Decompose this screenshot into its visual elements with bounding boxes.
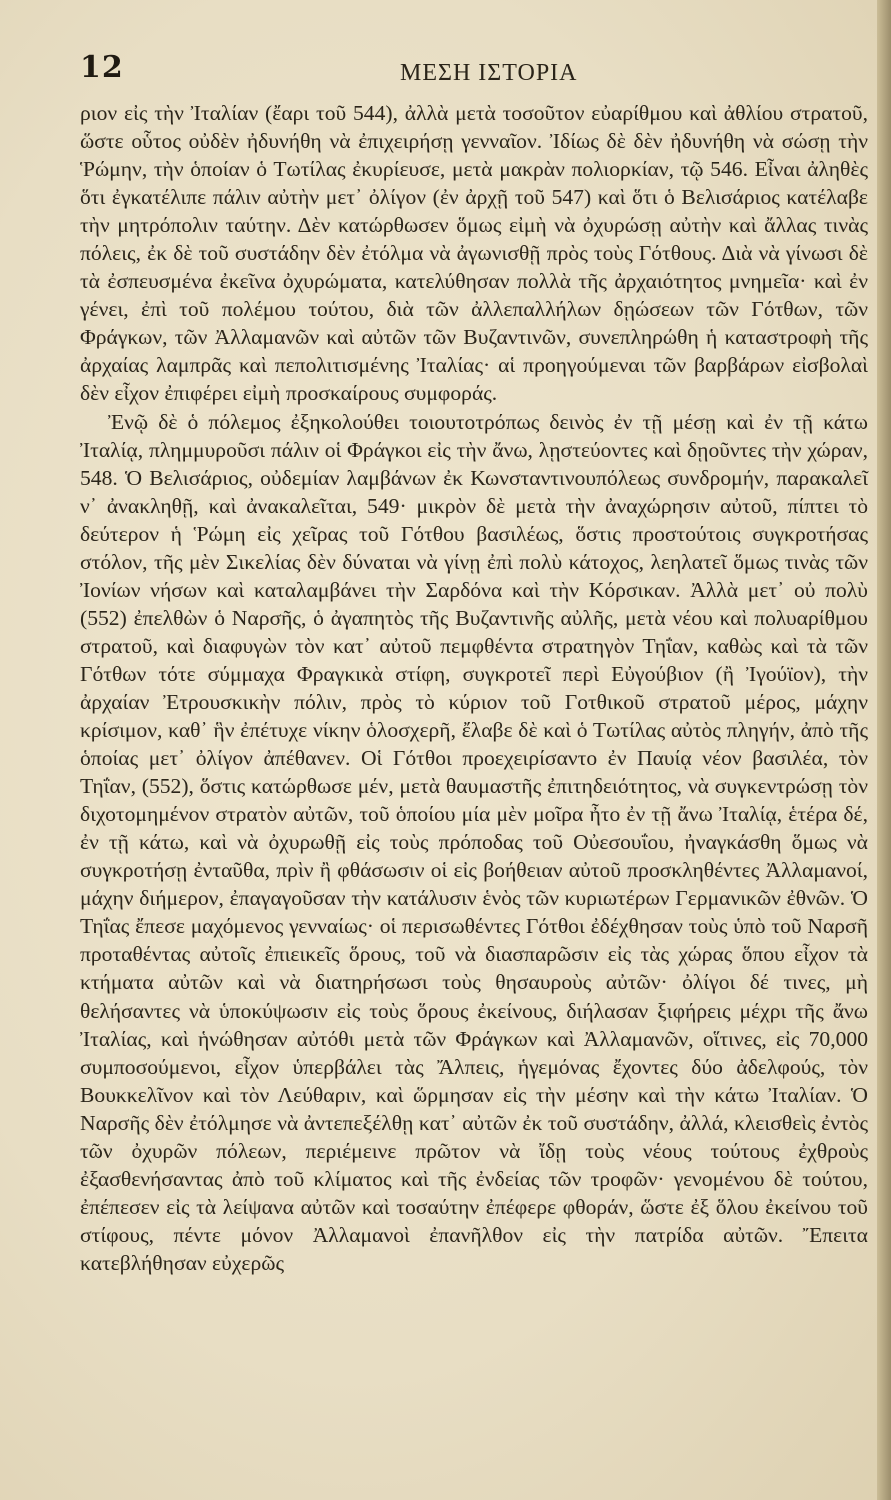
paragraph: Ἐνῷ δὲ ὁ πόλεμος ἐξηκολούθει τοιουτοτρόπως δεινὸς ἐν τῇ μέσῃ καὶ ἐν τῇ κάτω Ἰταλίᾳ, πλημμυροῦσι πάλιν οἱ Φράγκοι εἰς τὴν ἄνω, λῃστεύοντες καὶ δῃοῦντες τὴν χώραν, 548. Ὁ Βελισάριος, οὐδεμίαν λαμβάνων ἐκ Κωνσταντινουπόλεως συνδρομήν, παρακαλεῖ ν᾽ ἀνακληθῇ, καὶ ἀνακαλεῖται, 549· μικρὸν δὲ μετὰ τὴν ἀναχώρησιν αὐτοῦ, πίπτει τὸ δεύτερον ἡ Ῥώμη εἰς χεῖρας τοῦ Γότθου βασιλέως, ὅστις προστούτοις συγκροτήσας στόλον, τῆς μὲν Σικελίας δὲν δύναται νὰ γίνῃ ἐπὶ πολὺ κάτοχος, λεηλατεῖ ὅμως τινὰς τῶν Ἰονίων νήσων καὶ καταλαμβάνει τὴν Σαρδόνα καὶ τὴν Κόρσικαν. Ἀλλὰ μετ᾽ οὐ πολὺ (552) ἐπελθὼν ὁ Ναρσῆς, ὁ ἀγαπητὸς τῆς Βυζαντινῆς αὐλῆς, μετὰ νέου καὶ πολυαρίθμου στρατοῦ, καὶ διαφυγὼν τὸν κατ᾽ αὐτοῦ πεμφθέντα στρατηγὸν Τηΐαν, καθὼς καὶ τὰ τῶν Γότθων τότε σύμμαχα Φραγκικὰ στίφη, συγκροτεῖ περὶ Εὐγούβιον (ἢ Ἰγούϊον), τὴν ἀρχαίαν Ἐτρουσκικὴν πόλιν, πρὸς τὸ κύριον τοῦ Γοτθικοῦ στρατοῦ μέρος, μάχην κρίσιμον, καθ᾽ ἣν ἐπέτυχε νίκην ὁλοσχερῆ, ἔλαβε δὲ καὶ ὁ Τωτίλας αὐτὸς πληγήν, ἀπὸ τῆς ὁποίας μετ᾽ ὀλίγον ἀπέθανεν. Οἱ Γότθοι προεχειρίσαντο ἐν Παυίᾳ νέον βασιλέα, τὸν Τηΐαν, (552), ὅστις κατώρθωσε μέν, μετὰ θαυμαστῆς ἐπιτηδειότητος, νὰ συγκεντρώσῃ τὸν διχοτομημένον στρατὸν αὐτῶν, τοῦ ὁποίου μία μὲν μοῖρα ἦτο ἐν τῇ ἄνω Ἰταλίᾳ, ἑτέρα δέ, ἐν τῇ κάτω, καὶ νὰ ὀχυρωθῇ εἰς τοὺς πρόποδας τοῦ Οὐεσουΐου, ἠναγκάσθη ὅμως νὰ συγκροτήσῃ ἐνταῦθα, πρὶν ἢ φθάσωσιν οἱ εἰς βοήθειαν αὐτοῦ προσκληθέντες Ἀλλαμανοί, μάχην διήμερον, ἐπαγαγοῦσαν τὴν κατάλυσιν ἑνὸς τῶν κυριωτέρων Γερμανικῶν ἐθνῶν. Ὁ Τηΐας ἔπεσε μαχόμενος γενναίως· οἱ περισωθέντες Γότθοι ἐδέχθησαν τοὺς ὑπὸ τοῦ Ναρσῆ προταθέντας αὐτοῖς ἐπιεικεῖς ὅρους, τοῦ νὰ διασπαρῶσιν εἰς τὰς χώρας ὅπου εἶχον τὰ κτήματα αὐτῶν καὶ νὰ διατηρήσωσι τοὺς θησαυροὺς αὐτῶν· ὀλίγοι δέ τινες, μὴ θελήσαντες νὰ ὑποκύψωσιν εἰς τοὺς ὅρους ἐκείνους, διήλασαν ξιφήρεις μέχρι τῆς ἄνω Ἰταλίας, καὶ ἡνώθησαν αὐτόθι μετὰ τῶν Φράγκων καὶ Ἀλλαμανῶν, οἵτινες, εἰς 70,000 συμποσούμενοι, εἶχον ὑπερβάλει τὰς Ἄλπεις, ἡγεμόνας ἔχοντες δύο ἀδελφούς, τὸν Βουκκελῖνον καὶ τὸν Λεύθαριν, καὶ ὥρμησαν εἰς τὴν μέσην καὶ τὴν κάτω Ἰταλίαν. Ὁ Ναρσῆς δὲν ἐτόλμησε νὰ ἀντεπεξέλθῃ κατ᾽ αὐτῶν ἐκ τοῦ συστάδην, ἀλλά, κλεισθεὶς ἐντὸς τῶν ὀχυρῶν πόλεων, περιέμεινε πρῶτον νὰ ἴδῃ τοὺς νέους τούτους ἐχθροὺς ἐξασθενήσαντας ἀπὸ τοῦ κλίματος καὶ τῆς ἐνδείας τῶν τροφῶν· γενομένου δὲ τούτου, ἐπέπεσεν εἰς τὰ λείψανα αὐτῶν καὶ τοσαύτην ἐπέφερε φθοράν, ὥστε ἐξ ὅλου ἐκείνου τοῦ στίφους, πέντε μόνον Ἀλλαμανοὶ ἐπανῆλθον εἰς τὴν πατρίδα αὐτῶν. Ἔπειτα κατεβλήθησαν εὐχερῶς [80, 409, 868, 1275]
paragraph: ριον εἰς τὴν Ἰταλίαν (ἔαρι τοῦ 544), ἀλλὰ μετὰ τοσοῦτον εὐαρίθμου καὶ ἀθλίου στρατοῦ, ὥστε οὗτος οὐδὲν ἠδυνήθη νὰ ἐπιχειρήσῃ γενναῖον. Ἰδίως δὲ δὲν ἠδυνήθη νὰ σώσῃ τὴν Ῥώμην, τὴν ὁποίαν ὁ Τωτίλας ἐκυρίευσε, μετὰ μακρὰν πολιορκίαν, τῷ 546. Εἶναι ἀληθὲς ὅτι ἐγκατέλιπε πάλιν αὐτὴν μετ᾽ ὀλίγον (ἐν ἀρχῇ τοῦ 547) καὶ ὅτι ὁ Βελισάριος κατέλαβε τὴν μητρόπολιν ταύτην. Δὲν κατώρθωσεν ὅμως εἰμὴ νὰ ὀχυρώσῃ αὐτὴν καὶ ἄλλας τινὰς πόλεις, ἐκ δὲ τοῦ συστάδην δὲν ἐτόλμα νὰ ἀγωνισθῇ πρὸς τοὺς Γότθους. Διὰ νὰ γίνωσι δὲ τὰ ἐσπευσμένα ἐκεῖνα ὀχυρώματα, κατελύθησαν πολλὰ τῆς ἀρχαιότητος μνημεῖα· καὶ ἐν γένει, ἐπὶ τοῦ πολέμου τούτου, διὰ τῶν ἀλλεπαλλήλων δῃώσεων τῶν Γότθων, τῶν Φράγκων, τῶν Ἀλλαμανῶν καὶ αὐτῶν τῶν Βυζαντινῶν, συνεπληρώθη ἡ καταστροφὴ τῆς ἀρχαίας λαμπρᾶς καὶ πεπολιτισμένης Ἰταλίας· αἱ προηγούμεναι τῶν βαρβάρων εἰσβολαὶ δὲν εἶχον ἐπιφέρει εἰμὴ προσκαίρους συμφοράς. [80, 101, 868, 406]
page-number: 12 [80, 50, 124, 85]
page-edge [877, 0, 891, 1500]
body-text [80, 99, 868, 1277]
page-header [80, 50, 870, 90]
running-title: ΜΕΣΗ ΙΣΤΟΡΙΑ [400, 60, 578, 86]
